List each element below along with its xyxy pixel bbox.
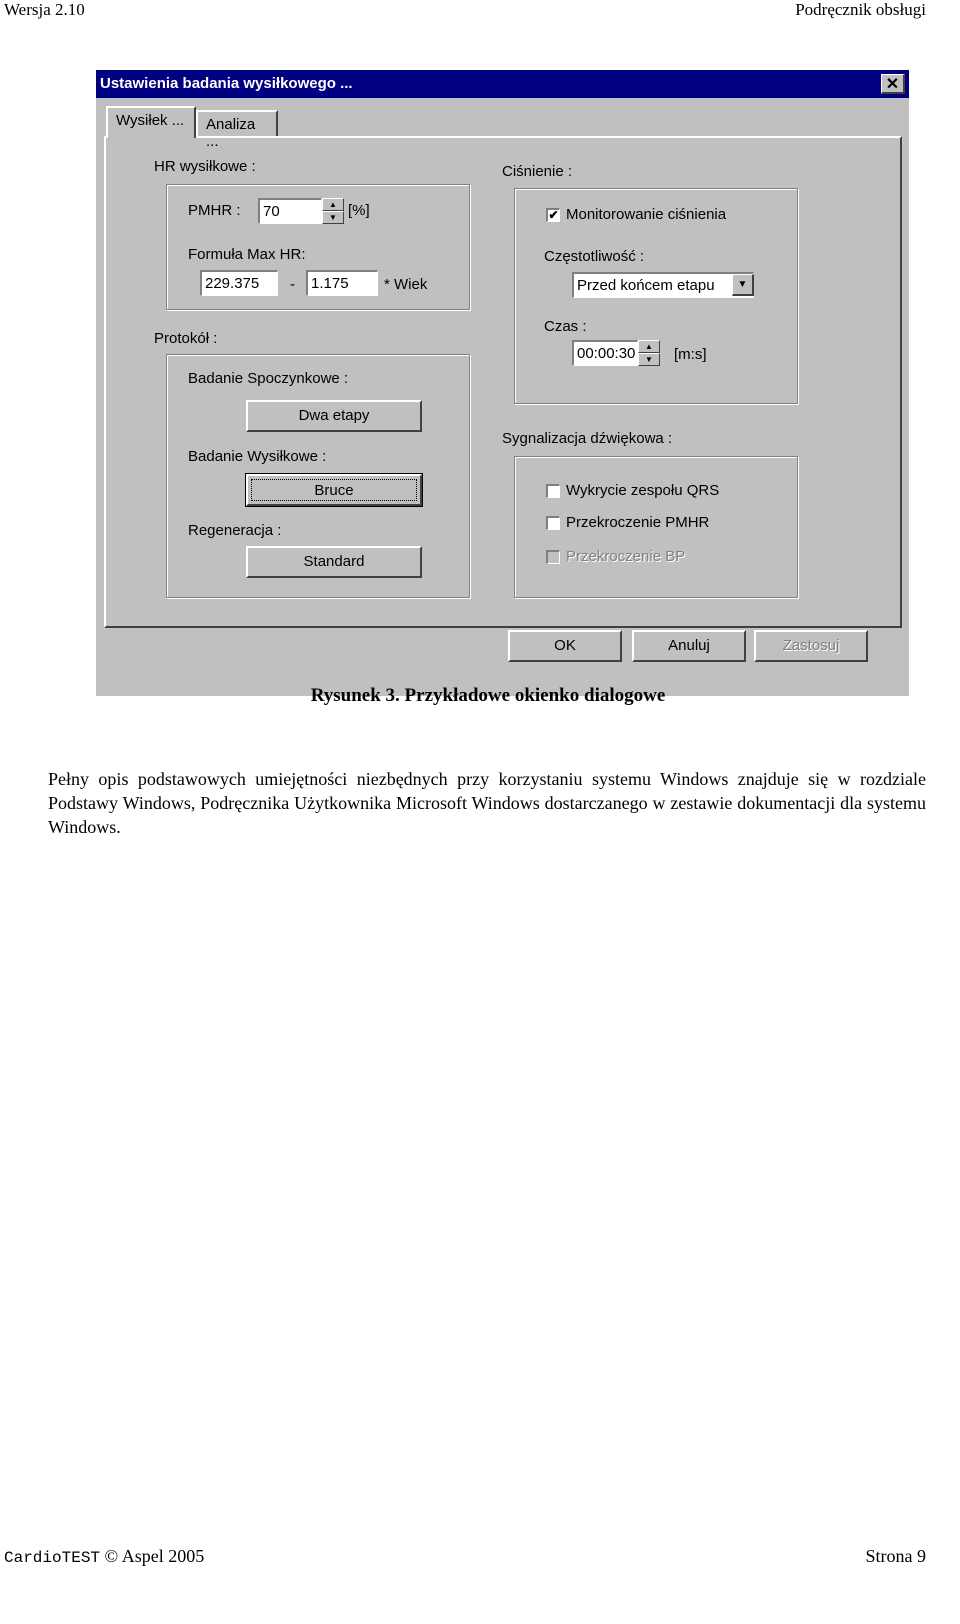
footer-page: Strona 9 [865, 1546, 926, 1566]
spin-down-icon[interactable]: ▼ [322, 211, 344, 224]
pmhr-exceed-label: Przekroczenie PMHR [566, 514, 710, 531]
bp-exceed-label: Przekroczenie BP [566, 548, 686, 565]
protocol-group-label: Protokół : [154, 330, 218, 347]
recovery-button[interactable]: Standard [246, 546, 422, 578]
dialog-titlebar [96, 70, 909, 98]
header-manual-title: Podręcznik obsługi [795, 0, 926, 19]
tab-panel [104, 136, 902, 628]
pmhr-spinner[interactable] [322, 198, 344, 224]
spin-up-icon[interactable]: ▲ [638, 340, 660, 353]
formula-label: Formuła Max HR: [188, 246, 306, 263]
formula-dash: - [290, 276, 295, 293]
formula-a-input[interactable]: 229.375 [200, 270, 278, 296]
pmhr-unit: [%] [348, 202, 370, 219]
tab-effort[interactable]: Wysiłek ... [106, 106, 196, 138]
pmhr-label: PMHR : [188, 202, 241, 219]
stress-label: Badanie Wysiłkowe : [188, 448, 327, 465]
tab-analysis[interactable]: Analiza ... [196, 110, 278, 138]
freq-label: Częstotliwość : [544, 248, 645, 265]
cancel-button[interactable]: Anuluj [632, 630, 746, 662]
time-label: Czas : [544, 318, 587, 335]
spin-down-icon[interactable]: ▼ [638, 353, 660, 366]
header-version: Wersja 2.10 [4, 0, 85, 19]
bp-exceed-checkbox [546, 550, 560, 564]
formula-b-input[interactable]: 1.175 [306, 270, 378, 296]
qrs-checkbox[interactable] [546, 484, 560, 498]
monitor-label: Monitorowanie ciśnienia [566, 206, 727, 223]
hr-group-label: HR wysiłkowe : [154, 158, 256, 175]
time-input[interactable]: 00:00:30 [572, 340, 638, 366]
spin-up-icon[interactable]: ▲ [322, 198, 344, 211]
freq-select[interactable]: Przed końcem etapu [572, 272, 754, 298]
monitor-checkbox[interactable]: ✔ [546, 208, 560, 222]
rest-label: Badanie Spoczynkowe : [188, 370, 349, 387]
recovery-label: Regeneracja : [188, 522, 282, 539]
pmhr-exceed-checkbox[interactable] [546, 516, 560, 530]
footer-product: CardioTEST [4, 1549, 101, 1567]
qrs-label: Wykrycie zespołu QRS [566, 482, 720, 499]
settings-dialog [96, 70, 909, 696]
pmhr-input[interactable]: 70 [258, 198, 322, 224]
footer-left [4, 1546, 204, 1567]
body-paragraph: Pełny opis podstawowych umiejętności niezbędnych przy korzystaniu systemu Windows znajduje się w rozdziale Podstawy Windows, Podręcznika Użytkownika Microsoft Windows dostarczanego w zestawie dokumentacji dla systemu Windows. [48, 769, 926, 837]
time-spinner[interactable] [638, 340, 660, 366]
figure-caption: Rysunek 3. Przykładowe okienko dialogowe [310, 685, 666, 706]
chevron-down-icon[interactable]: ▼ [732, 274, 754, 296]
close-icon[interactable]: ✕ [881, 74, 905, 94]
stress-button-label: Bruce [251, 479, 417, 501]
sound-group-label: Sygnalizacja dźwiękowa : [502, 430, 673, 447]
formula-suffix: * Wiek [384, 276, 428, 293]
apply-button: Zastosuj [754, 630, 868, 662]
dialog-title: Ustawienia badania wysiłkowego ... [100, 75, 353, 92]
ok-button[interactable]: OK [508, 630, 622, 662]
rest-button[interactable]: Dwa etapy [246, 400, 422, 432]
time-unit: [m:s] [674, 346, 707, 363]
pressure-group-label: Ciśnienie : [502, 163, 573, 180]
stress-button[interactable] [246, 474, 422, 506]
footer-copyright: © Aspel 2005 [104, 1546, 205, 1566]
